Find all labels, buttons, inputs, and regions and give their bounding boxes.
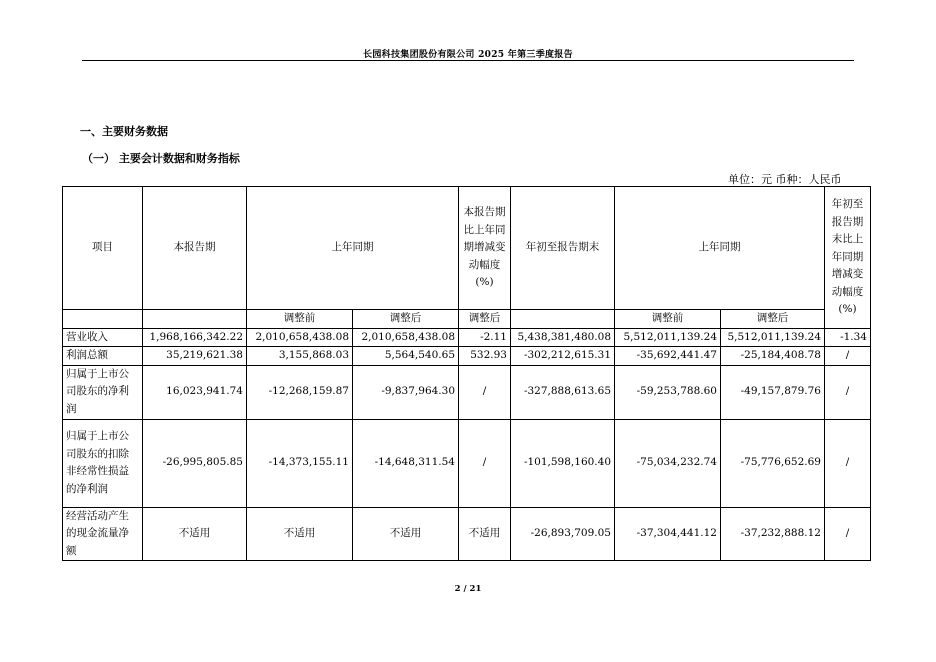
cell-ytd: -26,893,709.05 (511, 507, 615, 561)
cell-prior-ytd-after: -49,157,879.76 (721, 365, 825, 419)
cell-prior-ytd-after: -37,232,888.12 (721, 507, 825, 561)
row-item-label: 归属于上市公司股东的扣除非经常性损益的净利润 (63, 419, 143, 507)
header-prior-year-same-period-ytd: 上年同期 (615, 187, 825, 310)
cell-change-ytd: / (825, 419, 871, 507)
cell-prior-ytd-before: -35,692,441.47 (615, 347, 721, 366)
cell-change: 532.93 (459, 347, 511, 366)
page-number: 2 / 21 (454, 584, 482, 594)
header-after-adjustment-change: 调整后 (459, 310, 511, 329)
cell-current: 16,023,941.74 (143, 365, 247, 419)
header-change-current: 本报告期比上年同期增减变动幅度(%) (459, 187, 511, 310)
row-item-label: 归属于上市公司股东的净利润 (63, 365, 143, 419)
table-row (63, 347, 871, 366)
cell-prior-after: 2,010,658,438.08 (353, 328, 459, 347)
header-current-period: 本报告期 (143, 187, 247, 310)
table-row (63, 365, 871, 419)
cell-current: -26,995,805.85 (143, 419, 247, 507)
header-before-adjustment-ytd: 调整前 (615, 310, 721, 329)
cell-prior-ytd-after: -75,776,652.69 (721, 419, 825, 507)
cell-prior-ytd-after: 5,512,011,139.24 (721, 328, 825, 347)
table-row (63, 328, 871, 347)
cell-change-ytd: / (825, 365, 871, 419)
header-divider (82, 60, 854, 61)
header-after-adjustment-ytd: 调整后 (721, 310, 825, 329)
unit-note: 单位：元 币种：人民币 (728, 173, 842, 186)
row-item-label: 经营活动产生的现金流量净额 (63, 507, 143, 561)
cell-change-ytd: -1.34 (825, 328, 871, 347)
header-blank-cell (63, 310, 143, 329)
subsection-title: （一） 主要会计数据和财务指标 (82, 152, 240, 165)
header-change-ytd: 年初至报告期末比上年同期增减变动幅度(%) (825, 187, 871, 329)
cell-prior-after: 不适用 (353, 507, 459, 561)
table-row (63, 507, 871, 561)
cell-prior-ytd-before: 5,512,011,139.24 (615, 328, 721, 347)
cell-prior-before: 2,010,658,438.08 (247, 328, 353, 347)
header-prior-year-same-period: 上年同期 (247, 187, 459, 310)
cell-current: 1,968,166,342.22 (143, 328, 247, 347)
cell-ytd: -327,888,613.65 (511, 365, 615, 419)
cell-prior-ytd-before: -75,034,232.74 (615, 419, 721, 507)
cell-prior-before: 3,155,868.03 (247, 347, 353, 366)
cell-prior-after: 5,564,540.65 (353, 347, 459, 366)
cell-ytd: -101,598,160.40 (511, 419, 615, 507)
cell-change: / (459, 419, 511, 507)
header-after-adjustment: 调整后 (353, 310, 459, 329)
report-header: 长园科技集团股份有限公司 2025 年第三季度报告 (363, 50, 573, 60)
cell-prior-before: -14,373,155.11 (247, 419, 353, 507)
cell-prior-before: -12,268,159.87 (247, 365, 353, 419)
cell-change: / (459, 365, 511, 419)
row-item-label: 营业收入 (63, 328, 143, 347)
cell-prior-ytd-before: -37,304,441.12 (615, 507, 721, 561)
row-item-label: 利润总额 (63, 347, 143, 366)
cell-change-ytd: / (825, 507, 871, 561)
header-ytd: 年初至报告期末 (511, 187, 615, 310)
cell-ytd: 5,438,381,480.08 (511, 328, 615, 347)
cell-prior-ytd-after: -25,184,408.78 (721, 347, 825, 366)
header-blank-cell (143, 310, 247, 329)
cell-current: 35,219,621.38 (143, 347, 247, 366)
cell-current: 不适用 (143, 507, 247, 561)
cell-prior-before: 不适用 (247, 507, 353, 561)
table-row (63, 419, 871, 507)
cell-prior-ytd-before: -59,253,788.60 (615, 365, 721, 419)
cell-ytd: -302,212,615.31 (511, 347, 615, 366)
financial-data-table (62, 186, 871, 561)
header-item: 项目 (63, 187, 143, 310)
section-title: 一、主要财务数据 (80, 125, 168, 138)
cell-change: -2.11 (459, 328, 511, 347)
cell-change: 不适用 (459, 507, 511, 561)
cell-prior-after: -14,648,311.54 (353, 419, 459, 507)
header-before-adjustment: 调整前 (247, 310, 353, 329)
header-blank-cell (511, 310, 615, 329)
cell-change-ytd: / (825, 347, 871, 366)
cell-prior-after: -9,837,964.30 (353, 365, 459, 419)
